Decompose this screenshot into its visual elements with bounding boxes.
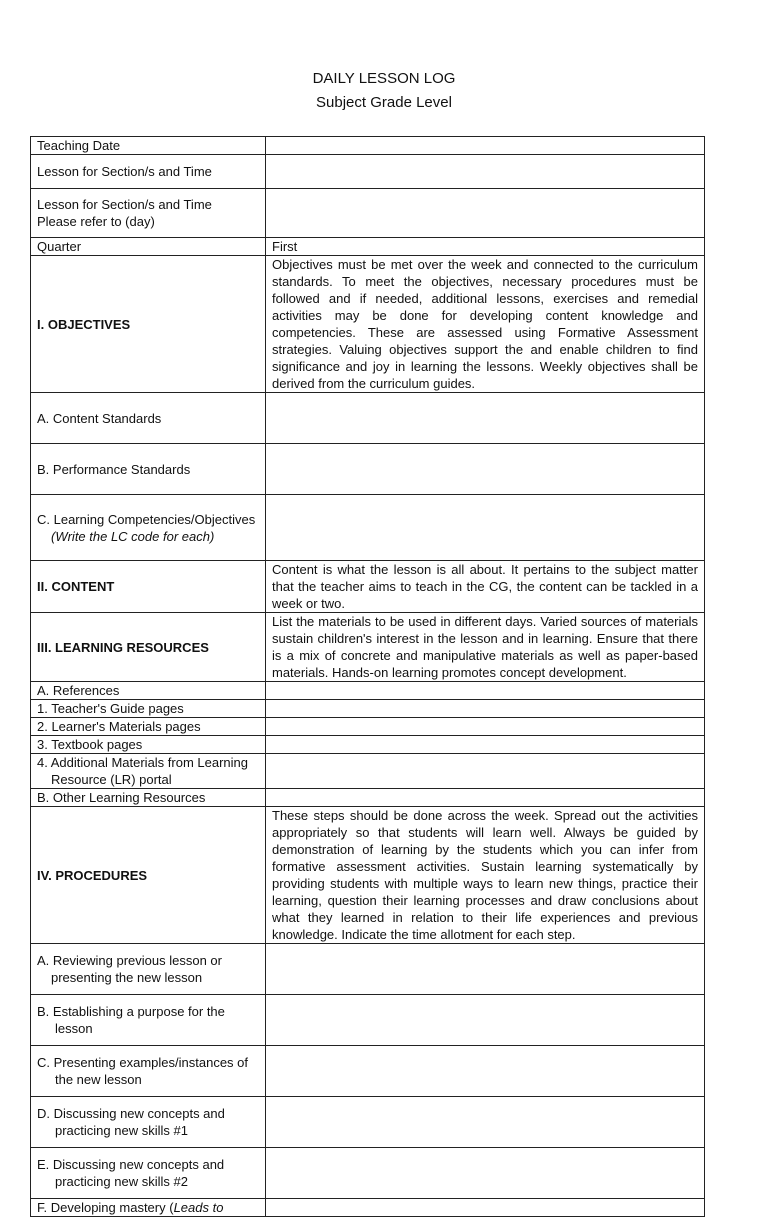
discussing1-label-cell xyxy=(31,1097,266,1148)
textbook-label: 3. Textbook pages xyxy=(31,736,266,754)
teachers-guide-cell[interactable] xyxy=(266,700,705,718)
lesson-section-time-label-2: Lesson for Section/s and Time xyxy=(37,197,212,212)
performance-standards-label: B. Performance Standards xyxy=(31,444,266,495)
lc-code-note: (Write the LC code for each) xyxy=(51,528,215,544)
purpose-cell[interactable] xyxy=(266,995,705,1046)
procedures-heading: IV. PROCEDURES xyxy=(31,807,266,944)
table-row xyxy=(31,137,705,155)
table-row xyxy=(31,700,705,718)
table-row xyxy=(31,1097,705,1148)
teachers-guide-label: 1. Teacher's Guide pages xyxy=(31,700,266,718)
table-row xyxy=(31,444,705,495)
learners-materials-cell[interactable] xyxy=(266,718,705,736)
teaching-date-cell[interactable] xyxy=(266,137,705,155)
reviewing-label-2: presenting the new lesson xyxy=(51,970,203,985)
table-row xyxy=(31,944,705,995)
table-row xyxy=(31,189,705,238)
table-row xyxy=(31,736,705,754)
objectives-heading: I. OBJECTIVES xyxy=(31,256,266,393)
textbook-cell[interactable] xyxy=(266,736,705,754)
objectives-note: Objectives must be met over the week and connected to the curriculum standards. To meet the objectives, necessary procedures must be followed and if needed, additional lessons, exercises and remedial activities may be done for developing content knowledge and competencies. These are assessed using Formative Assessment strategies. Valuing objectives support the and enable children to find significance and joy in learning the lessons. Weekly objectives shall be derived from the curriculum guides. xyxy=(266,256,705,393)
table-row xyxy=(31,1148,705,1199)
content-note: Content is what the lesson is all about. It pertains to the subject matter that the teacher aims to teach in the CG, the content can be tackled in a week or two. xyxy=(266,561,705,613)
other-resources-cell[interactable] xyxy=(266,789,705,807)
lesson-section-time-label: Lesson for Section/s and Time xyxy=(31,155,266,189)
mastery-cell[interactable] xyxy=(266,1199,705,1217)
discussing1-label: D. Discussing new concepts and xyxy=(37,1106,225,1121)
purpose-label-2: lesson xyxy=(55,1021,93,1036)
discussing2-label-cell xyxy=(31,1148,266,1199)
learning-resources-note: List the materials to be used in different days. Varied sources of materials sustain children's interest in the lesson and in learning. Ensure that there is a mix of concrete and manipulative materials as well as paper-based materials. Hands-on learning promotes concept development. xyxy=(266,613,705,682)
reviewing-label-cell xyxy=(31,944,266,995)
table-row xyxy=(31,256,705,393)
discussing1-cell[interactable] xyxy=(266,1097,705,1148)
table-row xyxy=(31,613,705,682)
learning-competencies-label: C. Learning Competencies/Objectives xyxy=(37,511,256,527)
table-row xyxy=(31,1046,705,1097)
discussing2-cell[interactable] xyxy=(266,1148,705,1199)
table-row xyxy=(31,807,705,944)
table-row xyxy=(31,789,705,807)
presenting-label: C. Presenting examples/instances of xyxy=(37,1055,248,1070)
teaching-date-label: Teaching Date xyxy=(31,137,266,155)
table-row xyxy=(31,1199,705,1217)
presenting-label-2: the new lesson xyxy=(55,1072,142,1087)
discussing1-label-2: practicing new skills #1 xyxy=(55,1123,188,1138)
performance-standards-cell[interactable] xyxy=(266,444,705,495)
table-row xyxy=(31,682,705,700)
table-row xyxy=(31,155,705,189)
table-row xyxy=(31,393,705,444)
table-row xyxy=(31,561,705,613)
learning-resources-heading: III. LEARNING RESOURCES xyxy=(31,613,266,682)
table-row xyxy=(31,238,705,256)
learners-materials-label: 2. Learner's Materials pages xyxy=(31,718,266,736)
mastery-label: F. Developing mastery ( xyxy=(37,1200,174,1215)
lesson-section-refer-label xyxy=(31,189,266,238)
discussing2-label: E. Discussing new concepts and xyxy=(37,1157,225,1172)
content-standards-cell[interactable] xyxy=(266,393,705,444)
table-row xyxy=(31,718,705,736)
page-subtitle: Subject Grade Level xyxy=(316,94,452,111)
additional-materials-cell[interactable] xyxy=(266,754,705,789)
presenting-cell[interactable] xyxy=(266,1046,705,1097)
references-cell[interactable] xyxy=(266,682,705,700)
reviewing-label: A. Reviewing previous lesson or xyxy=(37,953,222,968)
table-row xyxy=(31,495,705,561)
discussing2-label-2: practicing new skills #2 xyxy=(55,1174,188,1189)
learning-competencies-label-cell xyxy=(31,495,266,561)
table-row xyxy=(31,995,705,1046)
additional-materials-label-cell xyxy=(31,754,266,789)
purpose-label: B. Establishing a purpose for the xyxy=(37,1004,225,1019)
lr-portal-label: Resource (LR) portal xyxy=(51,772,172,787)
additional-materials-label: 4. Additional Materials from Learning xyxy=(37,755,249,770)
refer-day-label: Please refer to (day) xyxy=(37,214,155,229)
content-heading: II. CONTENT xyxy=(31,561,266,613)
content-standards-label: A. Content Standards xyxy=(31,393,266,444)
reviewing-cell[interactable] xyxy=(266,944,705,995)
lesson-section-refer-cell[interactable] xyxy=(266,189,705,238)
presenting-label-cell xyxy=(31,1046,266,1097)
references-label: A. References xyxy=(31,682,266,700)
mastery-label-cell xyxy=(31,1199,266,1217)
mastery-label-2: Leads to xyxy=(173,1200,224,1215)
purpose-label-cell xyxy=(31,995,266,1046)
quarter-label: Quarter xyxy=(31,238,266,256)
lesson-section-time-cell[interactable] xyxy=(266,155,705,189)
table-row xyxy=(31,754,705,789)
other-resources-label: B. Other Learning Resources xyxy=(31,789,266,807)
quarter-value: First xyxy=(266,238,705,256)
procedures-note: These steps should be done across the week. Spread out the activities appropriately so that students will learn well. Always be guided by demonstration of learning by the students which you can infer from formative assessment activities. Sustain learning systematically by providing students with multiple ways to learn new things, practice their learning, question their learning processes and draw conclusions about what they learned in relation to their life experiences and previous knowledge. Indicate the time allotment for each step. xyxy=(266,807,705,944)
page-title: DAILY LESSON LOG xyxy=(312,70,456,87)
lesson-log-table xyxy=(30,136,705,1217)
learning-competencies-cell[interactable] xyxy=(266,495,705,561)
